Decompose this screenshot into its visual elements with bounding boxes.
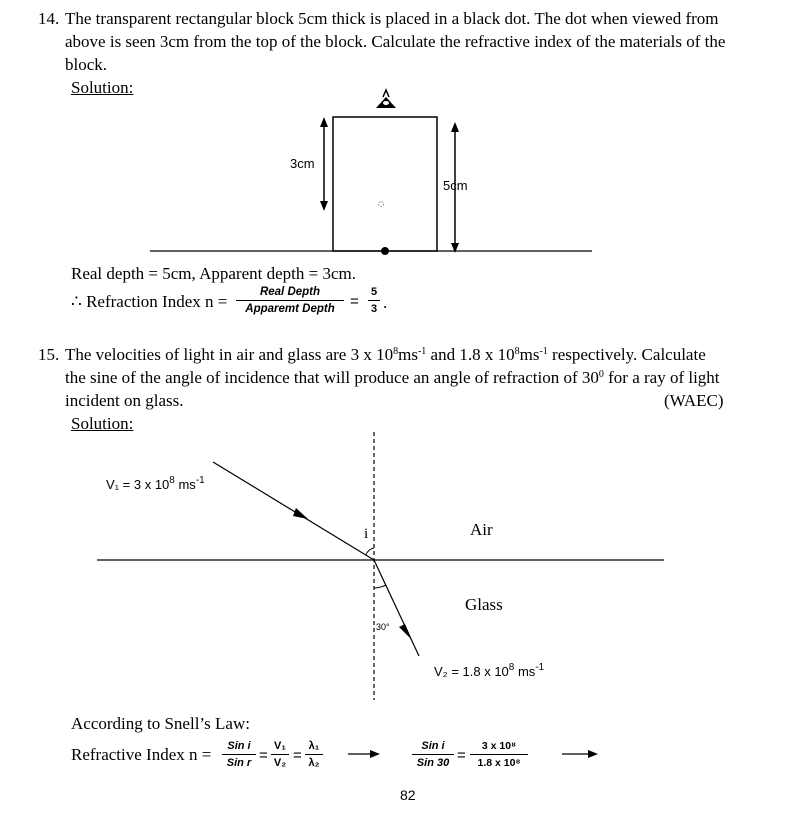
q15-fraction-velocity: V₁ V₂ [271, 739, 289, 770]
q14-label-3cm: 3cm [290, 156, 315, 171]
q15-equals-1: = [259, 747, 268, 764]
arrow-right-icon [562, 750, 598, 758]
q14-value-denominator: 3 [370, 303, 378, 315]
q15-text-line-2: the sine of the angle of incidence that will produce an angle of refraction of $30^0$ for a ray of light [65, 368, 720, 387]
q15-solution-label: Solution: [71, 414, 134, 433]
q15-angle-30-label: 30° [376, 622, 390, 632]
q15-text-line-3: incident on glass. [65, 391, 184, 410]
page-number: 82 [400, 787, 416, 803]
q14-text-line-3: block. [65, 55, 108, 74]
q15-fraction-values: 3 x 10⁸ 1.8 x 10⁸ [470, 739, 528, 770]
q15-v2-label: V₂ = 1.8 x $10^8$ $ms^{-1}$ [434, 662, 545, 679]
q14-solution-label: Solution: [71, 78, 134, 97]
q15-fraction-wavelength: λ₁ λ₂ [305, 739, 323, 770]
q15-number: 15. [38, 345, 60, 364]
q15-fraction-sin: Sin i Sin r [222, 739, 256, 770]
q15-angle-i-label: i [364, 526, 369, 542]
q15-equals-2: = [293, 747, 302, 764]
q15-air-label: Air [470, 520, 493, 539]
q14-value-numerator: 5 [370, 286, 378, 298]
q15-source: (WAEC) [664, 391, 724, 410]
q15-equals-3: = [457, 747, 466, 764]
q15-text-line-1: The velocities of light in air and glass are 3 x $10^8ms^{-1}$ and 1.8 x $10^8ms^{-1}$ respectively. Calculate [65, 345, 706, 364]
q15-glass-label: Glass [465, 595, 503, 614]
q15-fraction-sin-30: Sin i Sin 30 [412, 739, 454, 770]
q14-period: . [383, 293, 388, 312]
q15-ri-prefix: Refractive Index n = [71, 745, 212, 764]
q14-ri-denominator: Apparemt Depth [245, 303, 335, 315]
q14-equals: = [350, 293, 359, 310]
arrow-right-icon [348, 750, 380, 758]
q14-depths-line: Real depth = 5cm, Apparent depth = 3cm. [71, 264, 356, 283]
q14-text-line-1: The transparent rectangular block 5cm thick is placed in a black dot. The dot when viewed from [65, 9, 719, 28]
q14-ri-numerator: Real Depth [259, 286, 321, 298]
q14-text-line-2: above is seen 3cm from the top of the block. Calculate the refractive index of the materials of the [65, 32, 726, 51]
q14-ri-prefix: ∴ Refraction Index n = [71, 292, 228, 311]
q14-number: 14. [38, 9, 60, 28]
q15-snell-line: According to Snell’s Law: [71, 714, 250, 733]
q15-v1-label: V₁ = 3 x $10^8$ $ms^{-1}$ [106, 475, 205, 492]
q14-label-5cm: 5cm [443, 178, 468, 193]
